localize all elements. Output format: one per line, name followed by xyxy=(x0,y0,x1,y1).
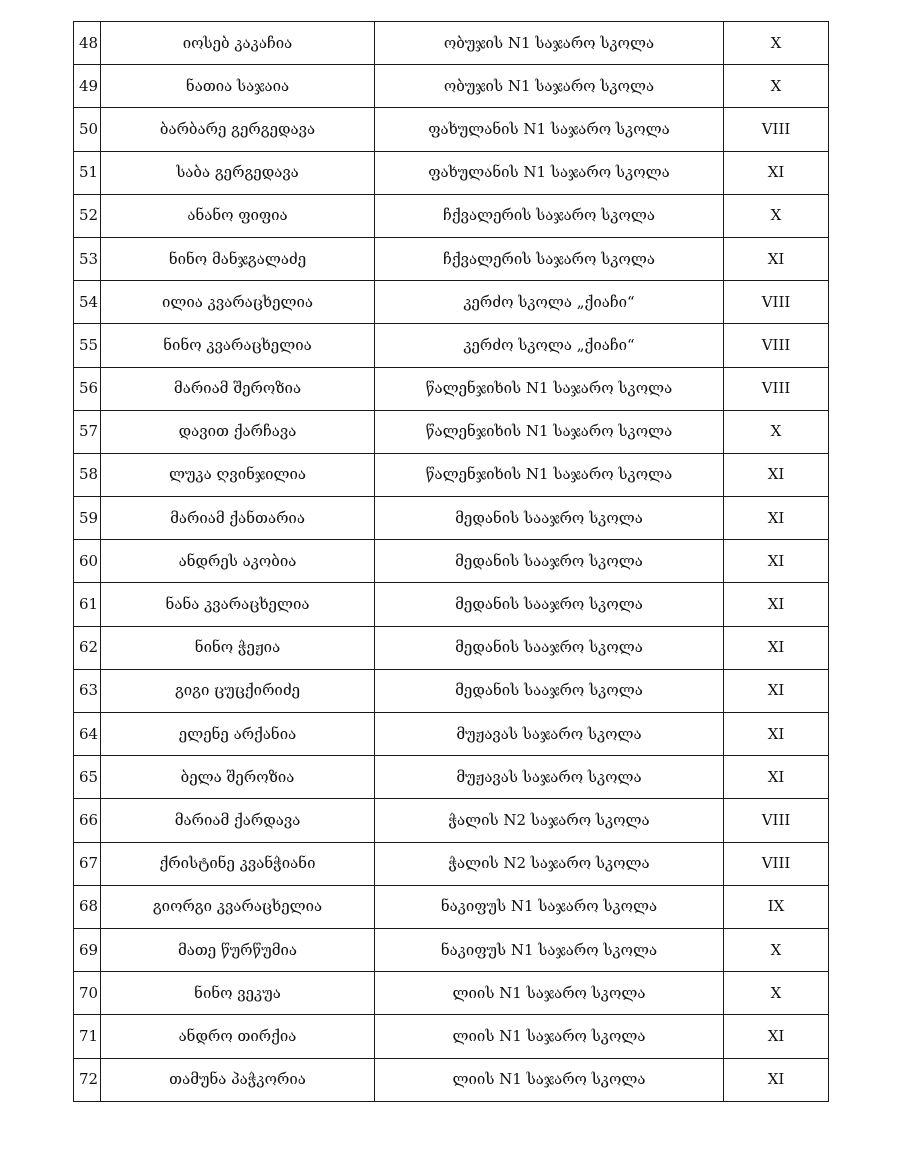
table-row xyxy=(74,151,829,194)
school-name-cell: ფახულანის N1 საჯარო სკოლა xyxy=(375,108,724,151)
school-name-cell: ობუჯის N1 საჯარო სკოლა xyxy=(375,65,724,108)
grade-cell: XI xyxy=(724,151,829,194)
row-number-cell: 63 xyxy=(74,669,101,712)
student-name-cell: მარიამ შეროზია xyxy=(101,367,375,410)
student-name-cell: თამუნა პაჭკორია xyxy=(101,1058,375,1101)
row-number-cell: 61 xyxy=(74,583,101,626)
student-name-cell: ანდრეს აკობია xyxy=(101,540,375,583)
table-row xyxy=(74,108,829,151)
student-name-cell: ნინო ჭეჟია xyxy=(101,626,375,669)
school-name-cell: კერძო სკოლა „ქიაჩი“ xyxy=(375,324,724,367)
table-row xyxy=(74,626,829,669)
grade-cell: X xyxy=(724,194,829,237)
table-row xyxy=(74,281,829,324)
row-number-cell: 55 xyxy=(74,324,101,367)
grade-cell: VIII xyxy=(724,281,829,324)
student-name-cell: ნანა კვარაცხელია xyxy=(101,583,375,626)
table-row xyxy=(74,65,829,108)
grade-cell: XI xyxy=(724,583,829,626)
student-name-cell: ანანო ფიფია xyxy=(101,194,375,237)
school-name-cell: ჭალის N2 საჯარო სკოლა xyxy=(375,799,724,842)
grade-cell: XI xyxy=(724,453,829,496)
school-name-cell: მედანის სააჯრო სკოლა xyxy=(375,540,724,583)
student-name-cell: ქრისტინე კვანჭიანი xyxy=(101,842,375,885)
table-row xyxy=(74,410,829,453)
participants-table-body xyxy=(74,22,829,1102)
school-name-cell: მუჟავას საჯარო სკოლა xyxy=(375,713,724,756)
school-name-cell: ობუჯის N1 საჯარო სკოლა xyxy=(375,22,724,65)
table-row xyxy=(74,1058,829,1101)
grade-cell: X xyxy=(724,22,829,65)
student-name-cell: ელენე არქანია xyxy=(101,713,375,756)
row-number-cell: 51 xyxy=(74,151,101,194)
student-name-cell: გიგი ცუცქირიძე xyxy=(101,669,375,712)
row-number-cell: 72 xyxy=(74,1058,101,1101)
row-number-cell: 53 xyxy=(74,237,101,280)
participants-table xyxy=(73,21,829,1102)
grade-cell: X xyxy=(724,928,829,971)
student-name-cell: დავით ქარჩავა xyxy=(101,410,375,453)
student-name-cell: მარიამ ქარდავა xyxy=(101,799,375,842)
grade-cell: VIII xyxy=(724,108,829,151)
table-row xyxy=(74,885,829,928)
student-name-cell: ბელა შეროზია xyxy=(101,756,375,799)
grade-cell: IX xyxy=(724,885,829,928)
row-number-cell: 58 xyxy=(74,453,101,496)
table-row xyxy=(74,928,829,971)
table-row xyxy=(74,756,829,799)
table-row xyxy=(74,237,829,280)
row-number-cell: 52 xyxy=(74,194,101,237)
student-name-cell: საბა გერგედავა xyxy=(101,151,375,194)
student-name-cell: ანდრო თირქია xyxy=(101,1015,375,1058)
school-name-cell: მედანის სააჯრო სკოლა xyxy=(375,583,724,626)
row-number-cell: 70 xyxy=(74,972,101,1015)
school-name-cell: ლიის N1 საჯარო სკოლა xyxy=(375,1058,724,1101)
row-number-cell: 59 xyxy=(74,497,101,540)
row-number-cell: 66 xyxy=(74,799,101,842)
row-number-cell: 50 xyxy=(74,108,101,151)
row-number-cell: 60 xyxy=(74,540,101,583)
school-name-cell: მუჟავას საჯარო სკოლა xyxy=(375,756,724,799)
student-name-cell: ბარბარე გერგედავა xyxy=(101,108,375,151)
table-row xyxy=(74,367,829,410)
row-number-cell: 62 xyxy=(74,626,101,669)
row-number-cell: 56 xyxy=(74,367,101,410)
row-number-cell: 49 xyxy=(74,65,101,108)
student-name-cell: ნათია საჯაია xyxy=(101,65,375,108)
table-row xyxy=(74,972,829,1015)
grade-cell: XI xyxy=(724,237,829,280)
table-row xyxy=(74,540,829,583)
student-name-cell: იოსებ კაკაჩია xyxy=(101,22,375,65)
school-name-cell: ნაკიფუს N1 საჯარო სკოლა xyxy=(375,885,724,928)
row-number-cell: 68 xyxy=(74,885,101,928)
table-row xyxy=(74,713,829,756)
table-row xyxy=(74,22,829,65)
row-number-cell: 65 xyxy=(74,756,101,799)
grade-cell: XI xyxy=(724,756,829,799)
grade-cell: VIII xyxy=(724,799,829,842)
grade-cell: X xyxy=(724,972,829,1015)
grade-cell: VIII xyxy=(724,367,829,410)
school-name-cell: კერძო სკოლა „ქიაჩი“ xyxy=(375,281,724,324)
student-name-cell: ლუკა ღვინჯილია xyxy=(101,453,375,496)
school-name-cell: წალენჯიხის N1 საჯარო სკოლა xyxy=(375,453,724,496)
school-name-cell: მედანის სააჯრო სკოლა xyxy=(375,497,724,540)
grade-cell: X xyxy=(724,410,829,453)
row-number-cell: 67 xyxy=(74,842,101,885)
school-name-cell: მედანის სააჯრო სკოლა xyxy=(375,669,724,712)
student-name-cell: მათე წურწუმია xyxy=(101,928,375,971)
table-row xyxy=(74,194,829,237)
student-name-cell: ნინო ვეკუა xyxy=(101,972,375,1015)
student-name-cell: ნინო კვარაცხელია xyxy=(101,324,375,367)
school-name-cell: ნაკიფუს N1 საჯარო სკოლა xyxy=(375,928,724,971)
table-row xyxy=(74,497,829,540)
grade-cell: XI xyxy=(724,713,829,756)
school-name-cell: წალენჯიხის N1 საჯარო სკოლა xyxy=(375,367,724,410)
table-row xyxy=(74,1015,829,1058)
row-number-cell: 69 xyxy=(74,928,101,971)
student-name-cell: მარიამ ქანთარია xyxy=(101,497,375,540)
school-name-cell: ჩქვალერის საჯარო სკოლა xyxy=(375,237,724,280)
student-name-cell: გიორგი კვარაცხელია xyxy=(101,885,375,928)
grade-cell: XI xyxy=(724,1015,829,1058)
grade-cell: XI xyxy=(724,540,829,583)
grade-cell: XI xyxy=(724,1058,829,1101)
grade-cell: VIII xyxy=(724,324,829,367)
row-number-cell: 54 xyxy=(74,281,101,324)
grade-cell: VIII xyxy=(724,842,829,885)
school-name-cell: ჭალის N2 საჯარო სკოლა xyxy=(375,842,724,885)
row-number-cell: 48 xyxy=(74,22,101,65)
table-row xyxy=(74,669,829,712)
table-row xyxy=(74,453,829,496)
row-number-cell: 71 xyxy=(74,1015,101,1058)
school-name-cell: ფახულანის N1 საჯარო სკოლა xyxy=(375,151,724,194)
student-name-cell: ილია კვარაცხელია xyxy=(101,281,375,324)
school-name-cell: ლიის N1 საჯარო სკოლა xyxy=(375,1015,724,1058)
table-row xyxy=(74,799,829,842)
school-name-cell: მედანის სააჯრო სკოლა xyxy=(375,626,724,669)
row-number-cell: 57 xyxy=(74,410,101,453)
grade-cell: XI xyxy=(724,669,829,712)
grade-cell: X xyxy=(724,65,829,108)
grade-cell: XI xyxy=(724,626,829,669)
table-row xyxy=(74,324,829,367)
table-row xyxy=(74,842,829,885)
grade-cell: XI xyxy=(724,497,829,540)
school-name-cell: ჩქვალერის საჯარო სკოლა xyxy=(375,194,724,237)
school-name-cell: წალენჯიხის N1 საჯარო სკოლა xyxy=(375,410,724,453)
school-name-cell: ლიის N1 საჯარო სკოლა xyxy=(375,972,724,1015)
student-name-cell: ნინო მანჯგალაძე xyxy=(101,237,375,280)
table-row xyxy=(74,583,829,626)
row-number-cell: 64 xyxy=(74,713,101,756)
